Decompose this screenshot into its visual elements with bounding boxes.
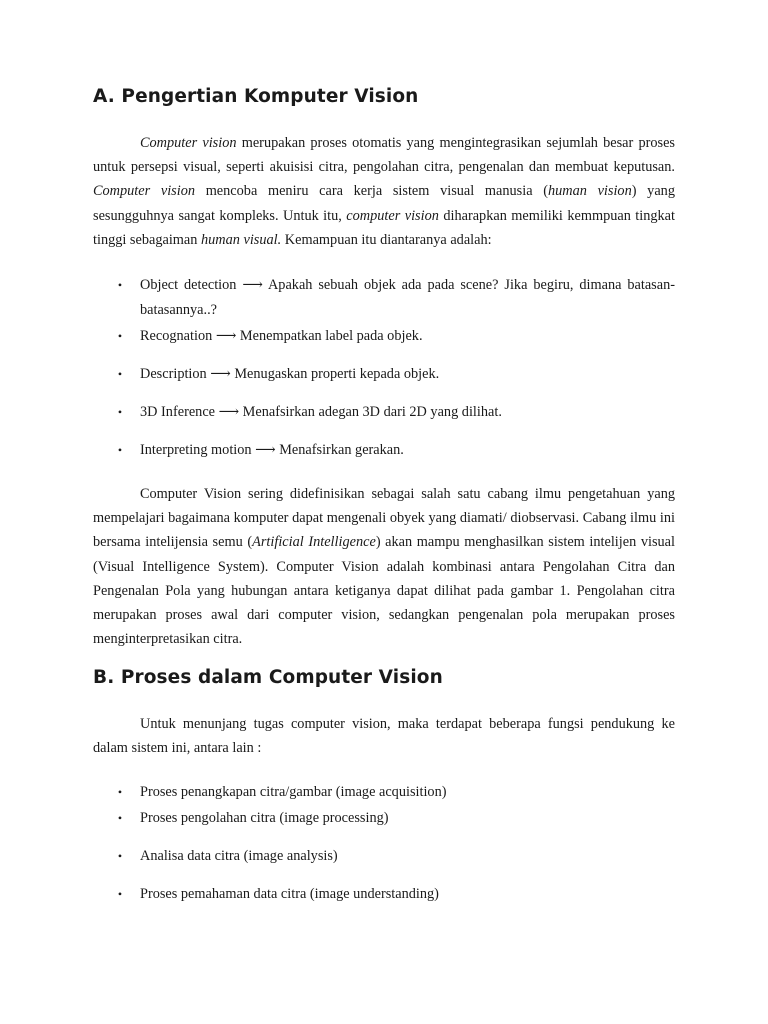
list-item (117, 273, 675, 323)
section-a-closing-paragraph (93, 482, 675, 651)
list-item (117, 362, 675, 387)
list-item-text: Recognation ⟶ Menempatkan label pada objek. (140, 328, 423, 344)
list-item-text: Description ⟶ Menugaskan properti kepada objek. (140, 366, 440, 382)
paragraph-text: merupakan proses otomatis yang mengintegrasikan sejumlah besar proses untuk persepsi visual, seperti akuisisi citra, pengolahan citra, pengenalan dan membuat keputusan. (93, 135, 675, 176)
list-item (117, 844, 675, 869)
bullet-icon: • (117, 811, 123, 825)
paragraph-text: ) yang sesungguhnya sangat kompleks. Untuk itu, (93, 183, 675, 224)
list-item (117, 400, 675, 425)
emphasis-text: Computer vision (140, 135, 237, 151)
list-item-text: Proses pemahaman data citra (image understanding) (140, 886, 439, 902)
list-item-text: Object detection ⟶ Apakah sebuah objek ada pada scene? Jika begiru, dimana batasan-batasannya..? (140, 277, 675, 318)
emphasis-text: human vision (547, 183, 632, 200)
list-item (117, 882, 675, 907)
list-item-text: Proses penangkapan citra/gambar (image acquisition) (140, 784, 447, 800)
bullet-icon: • (117, 887, 123, 901)
list-item-text: Proses pengolahan citra (image processing) (140, 810, 389, 826)
emphasis-text: human visual. (201, 231, 282, 248)
list-item-text: Interpreting motion ⟶ Menafsirkan gerakan. (140, 442, 404, 458)
list-item (117, 438, 675, 463)
section-b-heading: B. Proses dalam Computer Vision (93, 667, 443, 688)
paragraph-text: ) akan mampu menghasilkan sistem intelijen visual (Visual Intelligence System). Computer Vision adalah kombinasi antara Pengolahan Citra dan Pengenalan Pola yang hubungan antara ketiganya dapat dilihat pada gambar 1. Pengolahan citra merupakan proses awal dari computer vision, sedangkan pengenalan pola merupakan proses menginterpretasikan citra. (93, 534, 675, 648)
list-item-text: Analisa data citra (image analysis) (140, 848, 338, 864)
emphasis-text: Computer vision (93, 183, 196, 200)
bullet-icon: • (117, 849, 123, 863)
bullet-icon: • (117, 329, 123, 343)
list-item (117, 780, 675, 805)
paragraph-text: Kemampuan itu diantaranya adalah: (281, 231, 492, 248)
section-b-intro-paragraph: Untuk menunjang tugas computer vision, maka terdapat beberapa fungsi pendukung ke dalam sistem ini, antara lain : (93, 716, 675, 757)
list-item (117, 806, 675, 831)
emphasis-text: computer vision (346, 207, 439, 224)
bullet-icon: • (117, 785, 123, 799)
bullet-icon: • (117, 278, 123, 292)
paragraph-text: diharapkan memiliki kemmpuan tingkat tinggi sebagaiman (93, 207, 676, 248)
bullet-icon: • (117, 367, 123, 381)
section-a-heading: A. Pengertian Komputer Vision (93, 86, 419, 107)
list-item-text: 3D Inference ⟶ Menafsirkan adegan 3D dari 2D yang dilihat. (140, 404, 502, 420)
section-a-intro-paragraph (93, 131, 675, 252)
bullet-icon: • (117, 405, 123, 419)
emphasis-text: Artificial Intelligence (252, 534, 376, 551)
list-item (117, 324, 675, 349)
bullet-icon: • (117, 443, 123, 457)
paragraph-text: Computer Vision sering didefinisikan sebagai salah satu cabang ilmu pengetahuan yang mempelajari bagaimana komputer dapat mengenali obyek yang diamati/ diobservasi. Cabang ilmu ini bersama intelijensia semu ( (93, 486, 675, 551)
paragraph-text: mencoba meniru cara kerja sistem visual manusia ( (195, 183, 548, 200)
